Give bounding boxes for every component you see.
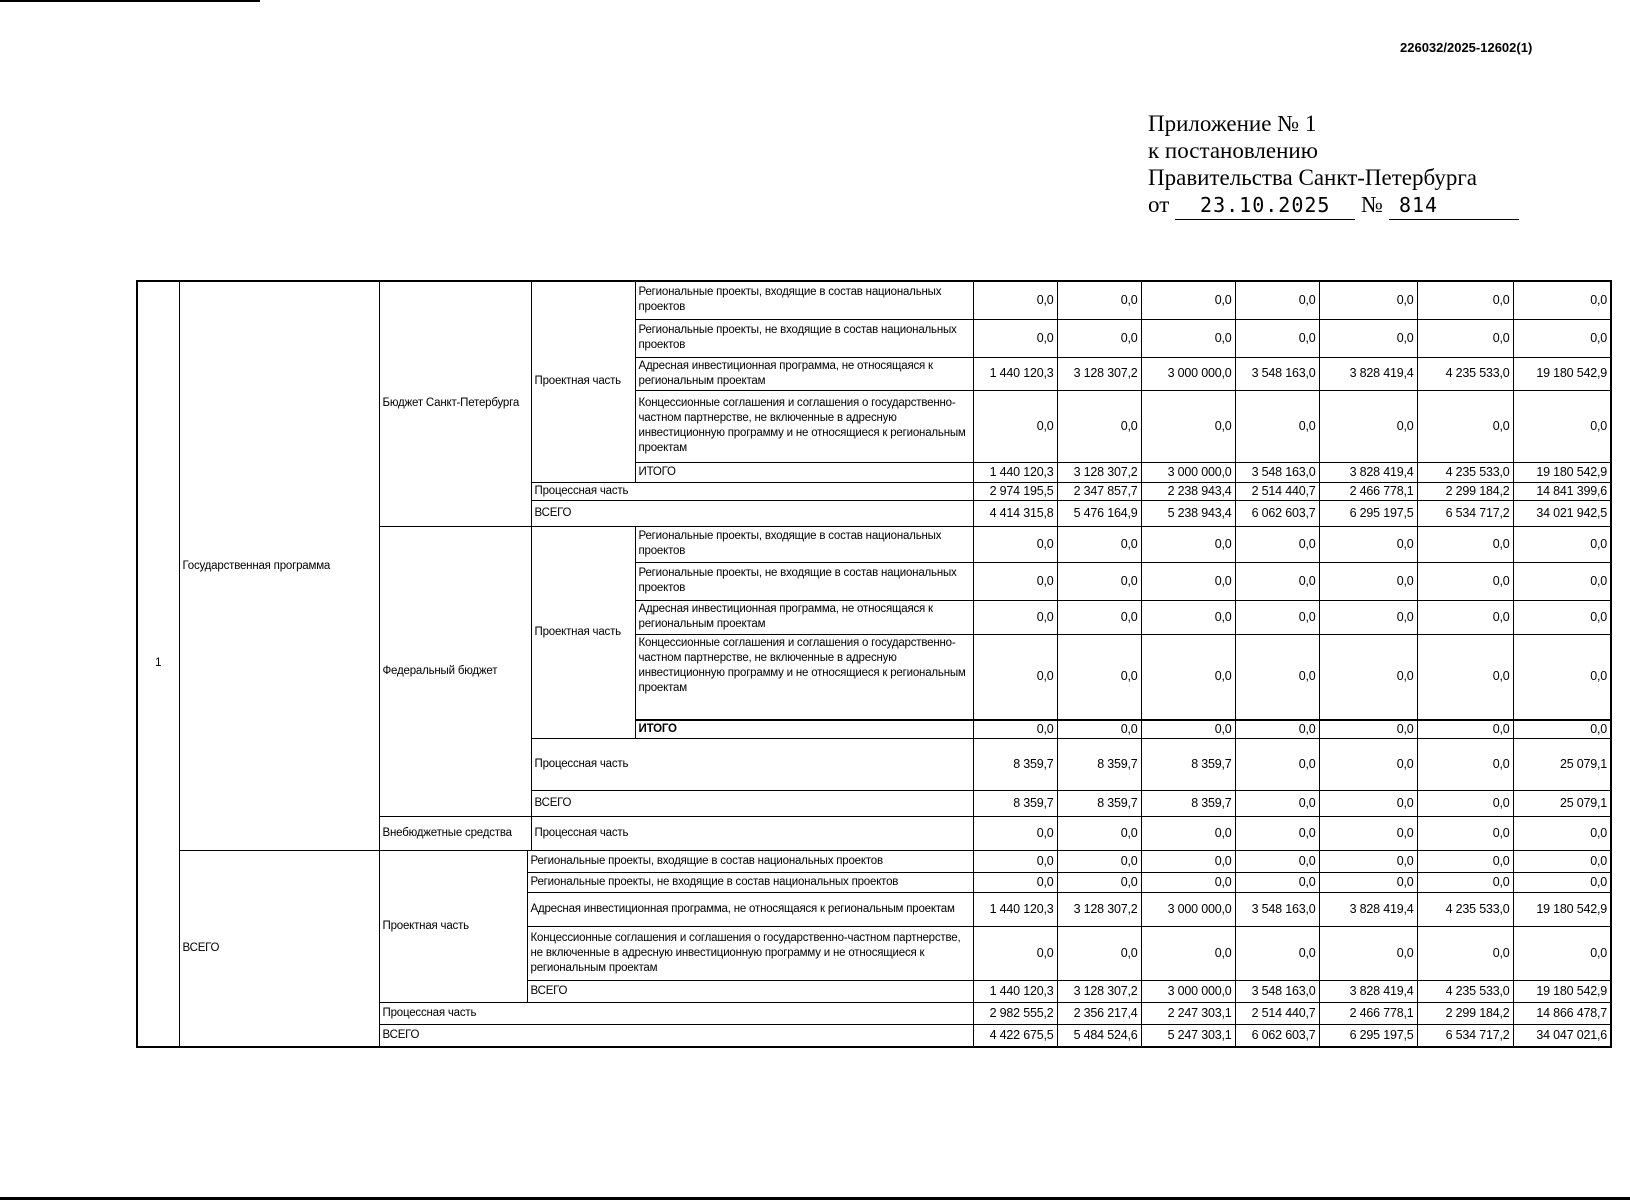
spb-r2-value-6: 0,0 — [1417, 319, 1513, 357]
spb-process-value-4: 2 514 440,7 — [1235, 482, 1319, 500]
top-edge-line — [0, 0, 260, 2]
fed-r3-value-7: 0,0 — [1513, 600, 1611, 634]
extra-process-value-1: 0,0 — [973, 817, 1057, 851]
spb-r3-value-7: 19 180 542,9 — [1513, 357, 1611, 390]
fed-r1-value-2: 0,0 — [1057, 526, 1141, 562]
spb-r3-value-1: 1 440 120,3 — [973, 357, 1057, 390]
spb-budget-label: Бюджет Санкт-Петербурга — [379, 281, 531, 526]
program-name: Государственная программа — [179, 281, 379, 851]
total-r3-value-2: 3 128 307,2 — [1057, 893, 1141, 927]
spb-r3-value-2: 3 128 307,2 — [1057, 357, 1141, 390]
spb-project-part-label: Проектная часть — [531, 281, 635, 482]
spb-itogo-value-4: 3 548 163,0 — [1235, 462, 1319, 482]
spb-r2-label: Региональные проекты, не входящие в состав национальных проектов — [635, 319, 973, 357]
appendix-header — [1148, 110, 1519, 220]
spb-r4-value-7: 0,0 — [1513, 390, 1611, 462]
fed-r1-value-3: 0,0 — [1141, 526, 1235, 562]
total-vsego-project-value-1: 1 440 120,3 — [973, 981, 1057, 1003]
spb-process-value-1: 2 974 195,5 — [973, 482, 1057, 500]
total-r2-value-7: 0,0 — [1513, 873, 1611, 893]
fed-r4-value-7: 0,0 — [1513, 634, 1611, 720]
fed-vsego-value-5: 0,0 — [1319, 791, 1417, 817]
fed-r2-value-5: 0,0 — [1319, 562, 1417, 600]
spb-itogo-value-1: 1 440 120,3 — [973, 462, 1057, 482]
spb-r2-value-5: 0,0 — [1319, 319, 1417, 357]
fed-vsego-value-7: 25 079,1 — [1513, 791, 1611, 817]
total-r4-value-2: 0,0 — [1057, 927, 1141, 981]
total-r2-value-1: 0,0 — [973, 873, 1057, 893]
spb-itogo-value-3: 3 000 000,0 — [1141, 462, 1235, 482]
spb-r4-value-1: 0,0 — [973, 390, 1057, 462]
extrabudget-label: Внебюджетные средства — [379, 817, 531, 851]
total-vsego-project-label: ВСЕГО — [527, 981, 973, 1003]
table-row — [137, 281, 1611, 319]
total-process-value-1: 2 982 555,2 — [973, 1003, 1057, 1025]
spb-r3-value-6: 4 235 533,0 — [1417, 357, 1513, 390]
fed-r2-value-3: 0,0 — [1141, 562, 1235, 600]
extra-process-value-7: 0,0 — [1513, 817, 1611, 851]
spb-itogo-label: ИТОГО — [635, 462, 973, 482]
total-r4-label: Концессионные соглашения и соглашения о государственно-частном партнерстве, не включенные в адресную инвестиционную программу и не относящиеся к региональным проектам — [527, 927, 973, 981]
fed-r3-value-6: 0,0 — [1417, 600, 1513, 634]
fed-r2-label: Региональные проекты, не входящие в состав национальных проектов — [635, 562, 973, 600]
total-r1-value-6: 0,0 — [1417, 851, 1513, 873]
fed-process-value-7: 25 079,1 — [1513, 739, 1611, 791]
fed-r4-value-1: 0,0 — [973, 634, 1057, 720]
fed-project-part-label: Проектная часть — [531, 526, 635, 739]
number-label: № — [1361, 192, 1383, 217]
total-r1-value-1: 0,0 — [973, 851, 1057, 873]
fed-process-value-3: 8 359,7 — [1141, 739, 1235, 791]
spb-r4-value-3: 0,0 — [1141, 390, 1235, 462]
fed-r1-value-7: 0,0 — [1513, 526, 1611, 562]
spb-r4-value-6: 0,0 — [1417, 390, 1513, 462]
spb-process-label: Процессная часть — [531, 482, 973, 500]
appendix-line-3: Правительства Санкт-Петербурга — [1148, 165, 1477, 190]
total-vsego-value-5: 6 295 197,5 — [1319, 1025, 1417, 1047]
fed-r3-label: Адресная инвестиционная программа, не относящаяся к региональным проектам — [635, 600, 973, 634]
fed-r4-label: Концессионные соглашения и соглашения о государственно-частном партнерстве, не включенные в адресную инвестиционную программу и не относящиеся к региональным проектам — [635, 634, 973, 720]
fed-r4-value-3: 0,0 — [1141, 634, 1235, 720]
spb-vsego-value-7: 34 021 942,5 — [1513, 500, 1611, 526]
spb-vsego-value-2: 5 476 164,9 — [1057, 500, 1141, 526]
extra-process-value-4: 0,0 — [1235, 817, 1319, 851]
spb-itogo-value-5: 3 828 419,4 — [1319, 462, 1417, 482]
total-r2-value-5: 0,0 — [1319, 873, 1417, 893]
spb-process-value-3: 2 238 943,4 — [1141, 482, 1235, 500]
fed-r2-value-6: 0,0 — [1417, 562, 1513, 600]
fed-r1-value-5: 0,0 — [1319, 526, 1417, 562]
spb-r1-value-1: 0,0 — [973, 281, 1057, 319]
fed-process-value-4: 0,0 — [1235, 739, 1319, 791]
total-vsego-project-value-3: 3 000 000,0 — [1141, 981, 1235, 1003]
fed-vsego-value-3: 8 359,7 — [1141, 791, 1235, 817]
spb-r3-value-4: 3 548 163,0 — [1235, 357, 1319, 390]
total-vsego-project-value-2: 3 128 307,2 — [1057, 981, 1141, 1003]
total-process-value-3: 2 247 303,1 — [1141, 1003, 1235, 1025]
total-r4-value-7: 0,0 — [1513, 927, 1611, 981]
spb-r1-label: Региональные проекты, входящие в состав национальных проектов — [635, 281, 973, 319]
total-vsego-value-4: 6 062 603,7 — [1235, 1025, 1319, 1047]
from-label: от — [1148, 192, 1170, 217]
total-vsego-project-value-7: 19 180 542,9 — [1513, 981, 1611, 1003]
total-process-value-2: 2 356 217,4 — [1057, 1003, 1141, 1025]
fed-r2-value-2: 0,0 — [1057, 562, 1141, 600]
total-r1-value-3: 0,0 — [1141, 851, 1235, 873]
table-row — [137, 851, 1611, 873]
total-r4-value-5: 0,0 — [1319, 927, 1417, 981]
total-process-label: Процессная часть — [379, 1003, 973, 1025]
spb-r1-value-4: 0,0 — [1235, 281, 1319, 319]
fed-r2-value-4: 0,0 — [1235, 562, 1319, 600]
total-r2-value-4: 0,0 — [1235, 873, 1319, 893]
spb-r2-value-7: 0,0 — [1513, 319, 1611, 357]
fed-r2-value-7: 0,0 — [1513, 562, 1611, 600]
total-vsego-value-1: 4 422 675,5 — [973, 1025, 1057, 1047]
spb-process-value-5: 2 466 778,1 — [1319, 482, 1417, 500]
total-r3-value-7: 19 180 542,9 — [1513, 893, 1611, 927]
total-project-part-label: Проектная часть — [379, 851, 527, 1003]
spb-vsego-value-3: 5 238 943,4 — [1141, 500, 1235, 526]
extra-process-label: Процессная часть — [531, 817, 973, 851]
fed-r4-value-2: 0,0 — [1057, 634, 1141, 720]
spb-vsego-value-1: 4 414 315,8 — [973, 500, 1057, 526]
extra-process-value-6: 0,0 — [1417, 817, 1513, 851]
total-r3-value-5: 3 828 419,4 — [1319, 893, 1417, 927]
total-vsego-project-value-5: 3 828 419,4 — [1319, 981, 1417, 1003]
spb-r4-value-5: 0,0 — [1319, 390, 1417, 462]
appendix-title: Приложение № 1 — [1148, 111, 1317, 136]
fed-itogo-value-7: 0,0 — [1513, 720, 1611, 739]
spb-r3-value-5: 3 828 419,4 — [1319, 357, 1417, 390]
document-number: 226032/2025-12602(1) — [1400, 40, 1533, 55]
extra-process-value-5: 0,0 — [1319, 817, 1417, 851]
total-r1-value-2: 0,0 — [1057, 851, 1141, 873]
total-block-label: ВСЕГО — [179, 851, 379, 1047]
fed-itogo-value-6: 0,0 — [1417, 720, 1513, 739]
fed-vsego-label: ВСЕГО — [531, 791, 973, 817]
fed-r3-value-3: 0,0 — [1141, 600, 1235, 634]
fed-r1-value-1: 0,0 — [973, 526, 1057, 562]
fed-r4-value-5: 0,0 — [1319, 634, 1417, 720]
total-vsego-value-6: 6 534 717,2 — [1417, 1025, 1513, 1047]
total-r1-label: Региональные проекты, входящие в состав национальных проектов — [527, 851, 973, 873]
budget-table-body — [137, 281, 1611, 1047]
spb-r4-value-4: 0,0 — [1235, 390, 1319, 462]
spb-r2-value-1: 0,0 — [973, 319, 1057, 357]
fed-r3-value-1: 0,0 — [973, 600, 1057, 634]
total-vsego-project-value-4: 3 548 163,0 — [1235, 981, 1319, 1003]
fed-vsego-value-4: 0,0 — [1235, 791, 1319, 817]
fed-r4-value-4: 0,0 — [1235, 634, 1319, 720]
fed-vsego-value-2: 8 359,7 — [1057, 791, 1141, 817]
fed-itogo-value-4: 0,0 — [1235, 720, 1319, 739]
fed-process-value-1: 8 359,7 — [973, 739, 1057, 791]
spb-r1-value-3: 0,0 — [1141, 281, 1235, 319]
decree-number: 814 — [1389, 192, 1519, 220]
total-r2-value-3: 0,0 — [1141, 873, 1235, 893]
spb-r4-label: Концессионные соглашения и соглашения о государственно-частном партнерстве, не включенные в адресную инвестиционную программу и не относящиеся к региональным проектам — [635, 390, 973, 462]
total-r2-value-6: 0,0 — [1417, 873, 1513, 893]
fed-process-label: Процессная часть — [531, 739, 973, 791]
fed-itogo-value-5: 0,0 — [1319, 720, 1417, 739]
fed-process-value-2: 8 359,7 — [1057, 739, 1141, 791]
total-vsego-label: ВСЕГО — [379, 1025, 973, 1047]
spb-process-value-7: 14 841 399,6 — [1513, 482, 1611, 500]
spb-r3-label: Адресная инвестиционная программа, не относящаяся к региональным проектам — [635, 357, 973, 390]
total-process-value-6: 2 299 184,2 — [1417, 1003, 1513, 1025]
fed-vsego-value-6: 0,0 — [1417, 791, 1513, 817]
decree-date: 23.10.2025 — [1175, 192, 1355, 220]
fed-process-value-5: 0,0 — [1319, 739, 1417, 791]
fed-r1-label: Региональные проекты, входящие в состав национальных проектов — [635, 526, 973, 562]
spb-r1-value-5: 0,0 — [1319, 281, 1417, 319]
total-r4-value-1: 0,0 — [973, 927, 1057, 981]
total-r4-value-4: 0,0 — [1235, 927, 1319, 981]
fed-r3-value-5: 0,0 — [1319, 600, 1417, 634]
spb-process-value-6: 2 299 184,2 — [1417, 482, 1513, 500]
fed-itogo-value-2: 0,0 — [1057, 720, 1141, 739]
spb-itogo-value-7: 19 180 542,9 — [1513, 462, 1611, 482]
total-r1-value-7: 0,0 — [1513, 851, 1611, 873]
federal-budget-label: Федеральный бюджет — [379, 526, 531, 817]
fed-r1-value-6: 0,0 — [1417, 526, 1513, 562]
total-process-value-5: 2 466 778,1 — [1319, 1003, 1417, 1025]
total-r4-value-6: 0,0 — [1417, 927, 1513, 981]
fed-itogo-label: ИТОГО — [635, 720, 973, 739]
fed-itogo-value-1: 0,0 — [973, 720, 1057, 739]
spb-r1-value-6: 0,0 — [1417, 281, 1513, 319]
total-r4-value-3: 0,0 — [1141, 927, 1235, 981]
spb-r1-value-2: 0,0 — [1057, 281, 1141, 319]
fed-itogo-value-3: 0,0 — [1141, 720, 1235, 739]
fed-r3-value-2: 0,0 — [1057, 600, 1141, 634]
spb-vsego-value-6: 6 534 717,2 — [1417, 500, 1513, 526]
total-vsego-project-value-6: 4 235 533,0 — [1417, 981, 1513, 1003]
spb-process-value-2: 2 347 857,7 — [1057, 482, 1141, 500]
fed-r4-value-6: 0,0 — [1417, 634, 1513, 720]
spb-r2-value-2: 0,0 — [1057, 319, 1141, 357]
spb-vsego-value-5: 6 295 197,5 — [1319, 500, 1417, 526]
spb-r4-value-2: 0,0 — [1057, 390, 1141, 462]
total-r1-value-4: 0,0 — [1235, 851, 1319, 873]
total-r3-label: Адресная инвестиционная программа, не относящаяся к региональным проектам — [527, 893, 973, 927]
total-r3-value-6: 4 235 533,0 — [1417, 893, 1513, 927]
fed-process-value-6: 0,0 — [1417, 739, 1513, 791]
extra-process-value-3: 0,0 — [1141, 817, 1235, 851]
extra-process-value-2: 0,0 — [1057, 817, 1141, 851]
fed-r2-value-1: 0,0 — [973, 562, 1057, 600]
appendix-date-line — [1148, 191, 1519, 220]
fed-r1-value-4: 0,0 — [1235, 526, 1319, 562]
spb-vsego-label: ВСЕГО — [531, 500, 973, 526]
fed-r3-value-4: 0,0 — [1235, 600, 1319, 634]
appendix-line-2: к постановлению — [1148, 138, 1318, 163]
total-r3-value-3: 3 000 000,0 — [1141, 893, 1235, 927]
spb-r2-value-3: 0,0 — [1141, 319, 1235, 357]
spb-vsego-value-4: 6 062 603,7 — [1235, 500, 1319, 526]
total-r3-value-1: 1 440 120,3 — [973, 893, 1057, 927]
budget-table — [136, 280, 1612, 1048]
total-r2-value-2: 0,0 — [1057, 873, 1141, 893]
spb-itogo-value-6: 4 235 533,0 — [1417, 462, 1513, 482]
total-r2-label: Региональные проекты, не входящие в состав национальных проектов — [527, 873, 973, 893]
total-process-value-4: 2 514 440,7 — [1235, 1003, 1319, 1025]
fed-vsego-value-1: 8 359,7 — [973, 791, 1057, 817]
spb-r1-value-7: 0,0 — [1513, 281, 1611, 319]
total-vsego-value-2: 5 484 524,6 — [1057, 1025, 1141, 1047]
total-process-value-7: 14 866 478,7 — [1513, 1003, 1611, 1025]
total-r3-value-4: 3 548 163,0 — [1235, 893, 1319, 927]
spb-r2-value-4: 0,0 — [1235, 319, 1319, 357]
spb-itogo-value-2: 3 128 307,2 — [1057, 462, 1141, 482]
spb-r3-value-3: 3 000 000,0 — [1141, 357, 1235, 390]
total-vsego-value-7: 34 047 021,6 — [1513, 1025, 1611, 1047]
total-vsego-value-3: 5 247 303,1 — [1141, 1025, 1235, 1047]
row-number: 1 — [137, 281, 179, 1047]
total-r1-value-5: 0,0 — [1319, 851, 1417, 873]
